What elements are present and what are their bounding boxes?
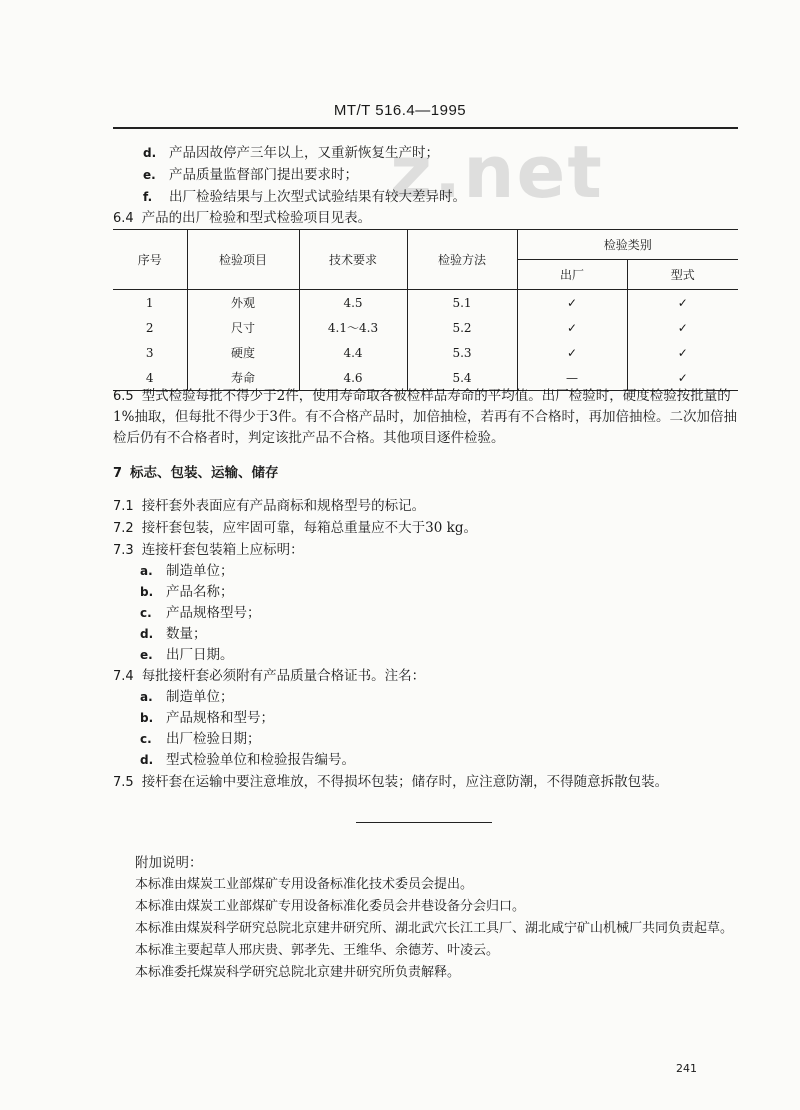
cell-seq: 4: [113, 365, 187, 391]
list-item: [140, 643, 234, 663]
cell-method: 5.3: [407, 340, 517, 365]
section-text: 接杆套在运输中要注意堆放，不得损坏包装；储存时，应注意防潮，不得随意拆散包装。: [141, 774, 669, 790]
condition-text: 产品质量监督部门提出要求时；: [169, 167, 358, 183]
section-text: 连接杆套包装箱上应标明：: [141, 542, 304, 558]
condition-d: [143, 141, 439, 161]
header-seq: 序号: [113, 230, 187, 290]
section-text: 产品的出厂检验和型式检验项目见表。: [141, 210, 372, 226]
cell-method: 5.1: [407, 290, 517, 316]
list-text: 制造单位；: [166, 563, 234, 579]
condition-e: [143, 163, 358, 183]
header-category: 检验类别: [517, 230, 738, 260]
section-number: 7.4: [113, 669, 134, 684]
list-label: b.: [140, 585, 154, 599]
list-label: a.: [140, 564, 153, 578]
section-number: 6.4: [113, 211, 134, 226]
list-label: d.: [140, 627, 154, 641]
condition-label: f.: [143, 190, 153, 204]
notes-title: 附加说明：: [135, 855, 203, 871]
section-7-1: [113, 494, 425, 514]
section-title: 标志、包装、运输、储存: [130, 465, 279, 481]
section-text: 接杆套外表面应有产品商标和规格型号的标记。: [141, 498, 426, 514]
cell-type-check: ✓: [627, 315, 738, 340]
section-7-2: [113, 516, 477, 536]
list-item: [140, 727, 261, 747]
list-item: [140, 580, 234, 600]
section-number: 7: [113, 466, 123, 481]
cell-seq: 2: [145, 320, 154, 335]
list-label: d.: [140, 753, 154, 767]
section-number: 6.5: [113, 389, 134, 404]
section-7-5: [113, 770, 668, 790]
list-text: 出厂日期。: [166, 647, 234, 663]
section-7-heading: [113, 461, 279, 481]
header-item: 检验项目: [187, 230, 299, 290]
section-number: 7.3: [113, 543, 134, 558]
cell-method: 5.4: [407, 365, 517, 391]
note-line: 本标准由煤炭工业部煤矿专用设备标准化委员会井巷设备分会归口。: [135, 899, 526, 914]
header-method: 检验方法: [407, 230, 517, 290]
section-6-5: [113, 386, 738, 449]
header-factory: 出厂: [517, 260, 627, 290]
list-label: b.: [140, 711, 154, 725]
header-rule: [113, 127, 738, 129]
list-text: 出厂检验日期；: [166, 731, 261, 747]
list-text: 产品名称；: [166, 584, 234, 600]
list-item: [140, 622, 207, 642]
note-line: 本标准由煤炭科学研究总院北京建井研究所、湖北武穴长江工具厂、湖北咸宁矿山机械厂共同负责起草。: [135, 921, 734, 936]
list-item: [140, 685, 234, 705]
cell-seq: 3: [145, 345, 154, 360]
list-text: 制造单位；: [166, 689, 234, 705]
section-number: 7.2: [113, 521, 134, 536]
cell-type-check: ✓: [627, 340, 738, 365]
condition-f: [143, 185, 466, 205]
table-row: [113, 340, 738, 365]
condition-label: d.: [143, 146, 157, 160]
section-text: 每批接杆套必须附有产品质量合格证书。注名：: [141, 668, 426, 684]
cell-factory-check: ✓: [517, 315, 627, 340]
list-item: [140, 706, 274, 726]
section-text: 型式检验每批不得少于2件，使用寿命取各被检样品寿命的平均值。出厂检验时，硬度检验按批量的1%抽取，但每批不得少于3件。有不合格产品时，加倍抽检，若再有不合格时，再加倍抽检。二次加倍抽检后仍有不合格者时，判定该批产品不合格。其他项目逐件检验。: [113, 388, 738, 446]
condition-text: 出厂检验结果与上次型式试验结果有较大差异时。: [169, 189, 466, 205]
list-text: 产品规格和型号；: [166, 710, 274, 726]
section-number: 7.5: [113, 775, 134, 790]
note-line: 本标准委托煤炭科学研究总院北京建井研究所负责解释。: [135, 965, 461, 980]
cell-req: 4.4: [299, 340, 407, 365]
notes-list: [113, 874, 738, 984]
table-row: [113, 315, 738, 340]
section-7-3: [113, 538, 304, 558]
list-label: a.: [140, 690, 153, 704]
cell-type-check: ✓: [627, 365, 738, 391]
cell-item: 硬度: [187, 340, 299, 365]
cell-factory-check: ✓: [517, 340, 627, 365]
list-label: c.: [140, 606, 152, 620]
list-text: 产品规格型号；: [166, 605, 261, 621]
list-text: 数量；: [166, 626, 207, 642]
header-type: 型式: [627, 260, 738, 290]
list-item: [140, 601, 261, 621]
cell-item: 外观: [187, 290, 299, 316]
table-row: [113, 290, 738, 316]
inspection-table: [113, 229, 738, 391]
header-req: 技术要求: [299, 230, 407, 290]
cell-factory-check: ✓: [517, 290, 627, 316]
list-item: [140, 559, 234, 579]
cell-seq: 1: [145, 295, 154, 310]
cell-req: 4.6: [299, 365, 407, 391]
cell-method: 5.2: [407, 315, 517, 340]
condition-text: 产品因故停产三年以上，又重新恢复生产时；: [169, 145, 439, 161]
list-label: c.: [140, 732, 152, 746]
document-header: MT/T 516.4—1995: [333, 102, 467, 119]
condition-label: e.: [143, 168, 156, 182]
cell-item: 寿命: [187, 365, 299, 391]
note-line: 本标准由煤炭工业部煤矿专用设备标准化技术委员会提出。: [135, 877, 474, 892]
cell-req: 4.1～4.3: [299, 315, 407, 340]
section-number: 7.1: [113, 499, 134, 514]
section-6-4: [113, 206, 371, 226]
section-7-4: [113, 664, 425, 684]
list-item: [140, 748, 355, 768]
cell-type-check: ✓: [627, 290, 738, 316]
end-rule: [356, 822, 492, 823]
list-label: e.: [140, 648, 153, 662]
watermark: z.net: [390, 130, 604, 214]
cell-item: 尺寸: [187, 315, 299, 340]
cell-factory-check: —: [517, 365, 627, 391]
cell-req: 4.5: [299, 290, 407, 316]
note-line: 本标准主要起草人邢庆贵、郭孝先、王维华、余德芳、叶凌云。: [135, 943, 500, 958]
page-number: 241: [676, 1062, 697, 1075]
section-text: 接杆套包装，应牢固可靠，每箱总重量应不大于30 kg。: [141, 520, 477, 536]
list-text: 型式检验单位和检验报告编号。: [166, 752, 355, 768]
